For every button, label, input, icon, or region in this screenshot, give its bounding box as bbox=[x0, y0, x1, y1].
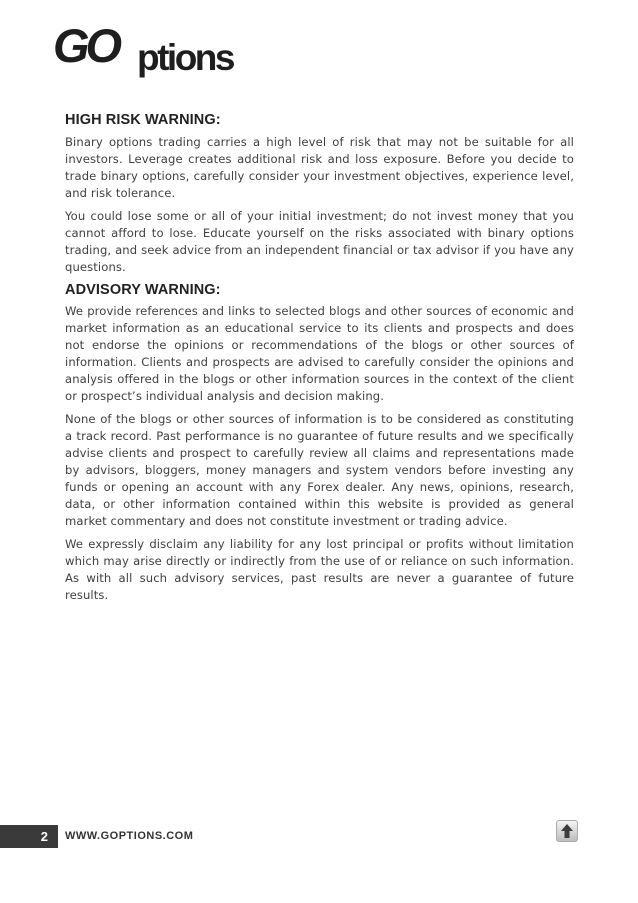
arrow-up-icon bbox=[560, 823, 574, 839]
advisory-paragraph-3: We expressly disclaim any liability for any lost principal or profits without limitation which may arise directly or indirectly from the use of or reliance on such information. As with all such advisory services, past results are never a guarantee of future results. bbox=[65, 537, 574, 602]
logo-go: GO bbox=[53, 19, 119, 72]
high-risk-paragraph-2: You could lose some or all of your initial investment; do not invest money that you cannot afford to lose. Educate yourself on the risks associated with binary options trading, and seek advice from an independent financial or tax advisor if you have any questions. bbox=[65, 209, 574, 274]
website-link[interactable]: WWW.GOPTIONS.COM bbox=[65, 830, 194, 842]
goptions-logo bbox=[53, 19, 268, 78]
scroll-top-button[interactable] bbox=[556, 820, 578, 842]
advisory-heading: ADVISORY WARNING: bbox=[65, 282, 221, 298]
advisory-paragraph-2: None of the blogs or other sources of information is to be considered as constituting a track record. Past performance is no guarantee of future results and we specifically advise clients and prospect to carefully review all claims and representations made by advisors, bloggers, money managers and system vendors before investing any funds or opening an account with any Forex dealer. Any news, opinions, research, data, or other information contained within this website is provided as general market commentary and does not constitute investment or trading advice. bbox=[65, 412, 574, 528]
logo-rest: ptions bbox=[137, 37, 233, 78]
page-number: 2 bbox=[0, 825, 58, 848]
disclaimer-content bbox=[65, 112, 574, 610]
high-risk-heading: HIGH RISK WARNING: bbox=[65, 112, 221, 128]
high-risk-paragraph-1: Binary options trading carries a high level of risk that may not be suitable for all investors. Leverage creates additional risk and loss exposure. Before you decide to trade binary options, carefully consider your investment objectives, experience level, and risk tolerance. bbox=[65, 135, 574, 200]
advisory-paragraph-1: We provide references and links to selected blogs and other sources of economic and market information as an educational service to its clients and prospects and does not endorse the opinions or recommendations of the blogs or other sources of information. Clients and prospects are advised to carefully consider the opinions and analysis offered in the blogs or other information sources in the context of the client or prospect’s individual analysis and decision making. bbox=[65, 304, 574, 403]
